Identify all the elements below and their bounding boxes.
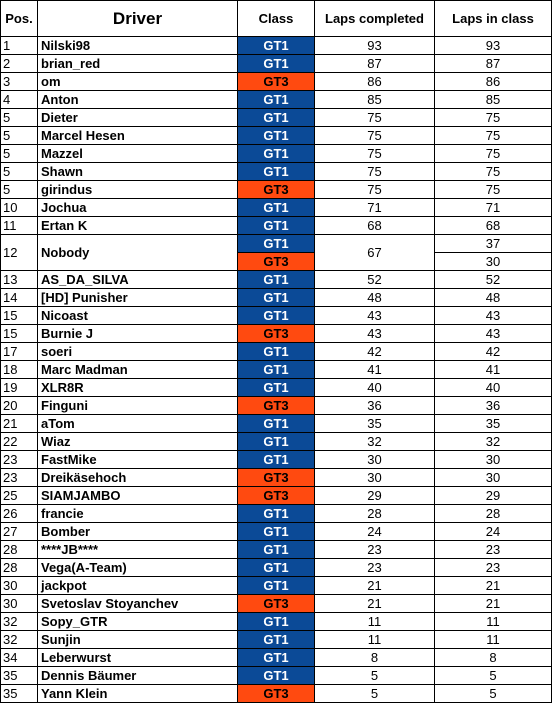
position-cell: 23 — [1, 451, 38, 469]
laps-completed-cell: 23 — [315, 541, 435, 559]
table-row — [1, 181, 552, 199]
header-class: Class — [238, 1, 315, 37]
position-cell: 26 — [1, 505, 38, 523]
class-badge: GT1 — [238, 559, 315, 577]
driver-cell: Sunjin — [38, 631, 238, 649]
laps-in-class-cell: 21 — [435, 577, 552, 595]
laps-in-class-cell: 68 — [435, 217, 552, 235]
position-cell: 15 — [1, 307, 38, 325]
laps-completed-cell: 32 — [315, 433, 435, 451]
laps-in-class-cell: 48 — [435, 289, 552, 307]
driver-cell: Yann Klein — [38, 685, 238, 703]
class-badge: GT1 — [238, 667, 315, 685]
position-cell: 11 — [1, 217, 38, 235]
laps-in-class-cell: 75 — [435, 127, 552, 145]
laps-in-class-cell: 30 — [435, 469, 552, 487]
driver-cell: francie — [38, 505, 238, 523]
position-cell: 23 — [1, 469, 38, 487]
laps-completed-cell: 11 — [315, 613, 435, 631]
laps-completed-cell: 52 — [315, 271, 435, 289]
table-row — [1, 217, 552, 235]
position-cell: 27 — [1, 523, 38, 541]
driver-cell: om — [38, 73, 238, 91]
position-cell: 28 — [1, 541, 38, 559]
laps-completed-cell: 30 — [315, 451, 435, 469]
laps-completed-cell: 28 — [315, 505, 435, 523]
class-badge: GT1 — [238, 55, 315, 73]
position-cell: 28 — [1, 559, 38, 577]
table-row — [1, 469, 552, 487]
laps-completed-cell: 48 — [315, 289, 435, 307]
laps-in-class-cell: 8 — [435, 649, 552, 667]
laps-completed-cell: 23 — [315, 559, 435, 577]
table-row — [1, 595, 552, 613]
laps-completed-cell: 75 — [315, 127, 435, 145]
class-badge: GT1 — [238, 271, 315, 289]
table-row — [1, 199, 552, 217]
laps-completed-cell: 5 — [315, 685, 435, 703]
class-badge: GT1 — [238, 235, 315, 253]
table-row — [1, 415, 552, 433]
class-badge: GT3 — [238, 487, 315, 505]
driver-cell: Wiaz — [38, 433, 238, 451]
laps-completed-cell: 35 — [315, 415, 435, 433]
laps-completed-cell: 8 — [315, 649, 435, 667]
position-cell: 32 — [1, 631, 38, 649]
class-badge: GT1 — [238, 577, 315, 595]
class-badge: GT1 — [238, 37, 315, 55]
table-row — [1, 451, 552, 469]
class-badge: GT1 — [238, 127, 315, 145]
laps-in-class-cell: 86 — [435, 73, 552, 91]
laps-in-class-cell: 41 — [435, 361, 552, 379]
laps-in-class-cell: 37 — [435, 235, 552, 253]
class-badge: GT1 — [238, 361, 315, 379]
driver-cell: Nobody — [38, 235, 238, 271]
position-cell: 35 — [1, 667, 38, 685]
class-badge: GT3 — [238, 73, 315, 91]
driver-cell: Nicoast — [38, 307, 238, 325]
laps-in-class-cell: 42 — [435, 343, 552, 361]
laps-in-class-cell: 32 — [435, 433, 552, 451]
laps-completed-cell: 85 — [315, 91, 435, 109]
laps-completed-cell: 36 — [315, 397, 435, 415]
class-badge: GT1 — [238, 631, 315, 649]
driver-cell: Dreikäsehoch — [38, 469, 238, 487]
position-cell: 14 — [1, 289, 38, 307]
driver-cell: Dieter — [38, 109, 238, 127]
driver-cell: [HD] Punisher — [38, 289, 238, 307]
position-cell: 18 — [1, 361, 38, 379]
position-cell: 10 — [1, 199, 38, 217]
laps-completed-cell: 75 — [315, 181, 435, 199]
laps-in-class-cell: 93 — [435, 37, 552, 55]
laps-completed-cell: 40 — [315, 379, 435, 397]
laps-in-class-cell: 75 — [435, 181, 552, 199]
driver-cell: jackpot — [38, 577, 238, 595]
table-row — [1, 145, 552, 163]
laps-completed-cell: 67 — [315, 235, 435, 271]
position-cell: 5 — [1, 163, 38, 181]
laps-completed-cell: 43 — [315, 325, 435, 343]
laps-in-class-cell: 5 — [435, 685, 552, 703]
driver-cell: Mazzel — [38, 145, 238, 163]
driver-cell: AS_DA_SILVA — [38, 271, 238, 289]
table-row — [1, 397, 552, 415]
position-cell: 32 — [1, 613, 38, 631]
driver-cell: aTom — [38, 415, 238, 433]
class-badge: GT1 — [238, 289, 315, 307]
table-row — [1, 523, 552, 541]
driver-cell: Marc Madman — [38, 361, 238, 379]
laps-in-class-cell: 30 — [435, 253, 552, 271]
laps-in-class-cell: 11 — [435, 631, 552, 649]
position-cell: 19 — [1, 379, 38, 397]
position-cell: 25 — [1, 487, 38, 505]
class-badge: GT3 — [238, 181, 315, 199]
driver-cell: Anton — [38, 91, 238, 109]
table-row — [1, 55, 552, 73]
laps-in-class-cell: 35 — [435, 415, 552, 433]
position-cell: 20 — [1, 397, 38, 415]
table-row — [1, 649, 552, 667]
class-badge: GT1 — [238, 163, 315, 181]
driver-cell: Bomber — [38, 523, 238, 541]
table-row — [1, 379, 552, 397]
driver-cell: Marcel Hesen — [38, 127, 238, 145]
driver-cell: Svetoslav Stoyanchev — [38, 595, 238, 613]
table-row — [1, 505, 552, 523]
table-row — [1, 667, 552, 685]
table-row — [1, 235, 552, 253]
laps-in-class-cell: 87 — [435, 55, 552, 73]
position-cell: 4 — [1, 91, 38, 109]
driver-cell: Dennis Bäumer — [38, 667, 238, 685]
table-row — [1, 289, 552, 307]
position-cell: 13 — [1, 271, 38, 289]
class-badge: GT3 — [238, 685, 315, 703]
laps-completed-cell: 5 — [315, 667, 435, 685]
class-badge: GT1 — [238, 451, 315, 469]
laps-completed-cell: 29 — [315, 487, 435, 505]
position-cell: 15 — [1, 325, 38, 343]
class-badge: GT3 — [238, 325, 315, 343]
position-cell: 1 — [1, 37, 38, 55]
class-badge: GT1 — [238, 109, 315, 127]
table-row — [1, 361, 552, 379]
driver-cell: SIAMJAMBO — [38, 487, 238, 505]
class-badge: GT3 — [238, 469, 315, 487]
laps-completed-cell: 68 — [315, 217, 435, 235]
laps-completed-cell: 75 — [315, 145, 435, 163]
position-cell: 5 — [1, 127, 38, 145]
laps-in-class-cell: 23 — [435, 559, 552, 577]
class-badge: GT1 — [238, 199, 315, 217]
laps-in-class-cell: 11 — [435, 613, 552, 631]
position-cell: 34 — [1, 649, 38, 667]
laps-completed-cell: 41 — [315, 361, 435, 379]
class-badge: GT1 — [238, 343, 315, 361]
driver-cell: ****JB**** — [38, 541, 238, 559]
laps-in-class-cell: 5 — [435, 667, 552, 685]
laps-completed-cell: 11 — [315, 631, 435, 649]
laps-in-class-cell: 28 — [435, 505, 552, 523]
laps-in-class-cell: 75 — [435, 109, 552, 127]
table-row — [1, 541, 552, 559]
driver-cell: Shawn — [38, 163, 238, 181]
class-badge: GT1 — [238, 505, 315, 523]
position-cell: 5 — [1, 181, 38, 199]
class-badge: GT1 — [238, 307, 315, 325]
table-row — [1, 307, 552, 325]
table-row — [1, 109, 552, 127]
laps-in-class-cell: 75 — [435, 163, 552, 181]
laps-in-class-cell: 29 — [435, 487, 552, 505]
laps-in-class-cell: 43 — [435, 307, 552, 325]
header-row — [1, 1, 552, 37]
laps-completed-cell: 86 — [315, 73, 435, 91]
laps-in-class-cell: 30 — [435, 451, 552, 469]
laps-in-class-cell: 52 — [435, 271, 552, 289]
driver-cell: girindus — [38, 181, 238, 199]
class-badge: GT1 — [238, 217, 315, 235]
driver-cell: FastMike — [38, 451, 238, 469]
class-badge: GT1 — [238, 541, 315, 559]
driver-cell: XLR8R — [38, 379, 238, 397]
table-row — [1, 91, 552, 109]
laps-completed-cell: 30 — [315, 469, 435, 487]
class-badge: GT1 — [238, 415, 315, 433]
laps-in-class-cell: 85 — [435, 91, 552, 109]
class-badge: GT1 — [238, 613, 315, 631]
table-row — [1, 271, 552, 289]
laps-completed-cell: 75 — [315, 163, 435, 181]
driver-cell: Ertan K — [38, 217, 238, 235]
table-row — [1, 559, 552, 577]
laps-completed-cell: 21 — [315, 595, 435, 613]
position-cell: 17 — [1, 343, 38, 361]
header-laps-in-class: Laps in class — [435, 1, 552, 37]
header-pos: Pos. — [1, 1, 38, 37]
laps-in-class-cell: 23 — [435, 541, 552, 559]
position-cell: 30 — [1, 577, 38, 595]
class-badge: GT3 — [238, 253, 315, 271]
position-cell: 5 — [1, 145, 38, 163]
position-cell: 12 — [1, 235, 38, 271]
class-badge: GT3 — [238, 397, 315, 415]
table-row — [1, 613, 552, 631]
table-row — [1, 37, 552, 55]
table-row — [1, 73, 552, 91]
laps-completed-cell: 21 — [315, 577, 435, 595]
position-cell: 30 — [1, 595, 38, 613]
table-row — [1, 487, 552, 505]
header-driver: Driver — [38, 1, 238, 37]
class-badge: GT1 — [238, 379, 315, 397]
results-body — [1, 37, 552, 703]
laps-in-class-cell: 75 — [435, 145, 552, 163]
class-badge: GT1 — [238, 649, 315, 667]
laps-in-class-cell: 24 — [435, 523, 552, 541]
laps-in-class-cell: 71 — [435, 199, 552, 217]
table-row — [1, 433, 552, 451]
table-row — [1, 631, 552, 649]
driver-cell: Leberwurst — [38, 649, 238, 667]
laps-completed-cell: 43 — [315, 307, 435, 325]
table-row — [1, 685, 552, 703]
driver-cell: Finguni — [38, 397, 238, 415]
table-row — [1, 325, 552, 343]
header-laps-completed: Laps completed — [315, 1, 435, 37]
laps-in-class-cell: 43 — [435, 325, 552, 343]
table-row — [1, 163, 552, 181]
driver-cell: Nilski98 — [38, 37, 238, 55]
laps-in-class-cell: 36 — [435, 397, 552, 415]
class-badge: GT1 — [238, 91, 315, 109]
driver-cell: Vega(A-Team) — [38, 559, 238, 577]
position-cell: 3 — [1, 73, 38, 91]
class-badge: GT1 — [238, 523, 315, 541]
driver-cell: Sopy_GTR — [38, 613, 238, 631]
position-cell: 22 — [1, 433, 38, 451]
position-cell: 35 — [1, 685, 38, 703]
position-cell: 5 — [1, 109, 38, 127]
driver-cell: Jochua — [38, 199, 238, 217]
table-row — [1, 577, 552, 595]
laps-completed-cell: 75 — [315, 109, 435, 127]
laps-in-class-cell: 21 — [435, 595, 552, 613]
laps-completed-cell: 24 — [315, 523, 435, 541]
laps-completed-cell: 42 — [315, 343, 435, 361]
laps-completed-cell: 93 — [315, 37, 435, 55]
laps-in-class-cell: 40 — [435, 379, 552, 397]
driver-cell: brian_red — [38, 55, 238, 73]
laps-completed-cell: 71 — [315, 199, 435, 217]
laps-completed-cell: 87 — [315, 55, 435, 73]
table-row — [1, 127, 552, 145]
driver-cell: soeri — [38, 343, 238, 361]
driver-cell: Burnie J — [38, 325, 238, 343]
class-badge: GT1 — [238, 433, 315, 451]
class-badge: GT1 — [238, 145, 315, 163]
position-cell: 21 — [1, 415, 38, 433]
position-cell: 2 — [1, 55, 38, 73]
class-badge: GT3 — [238, 595, 315, 613]
table-row — [1, 343, 552, 361]
